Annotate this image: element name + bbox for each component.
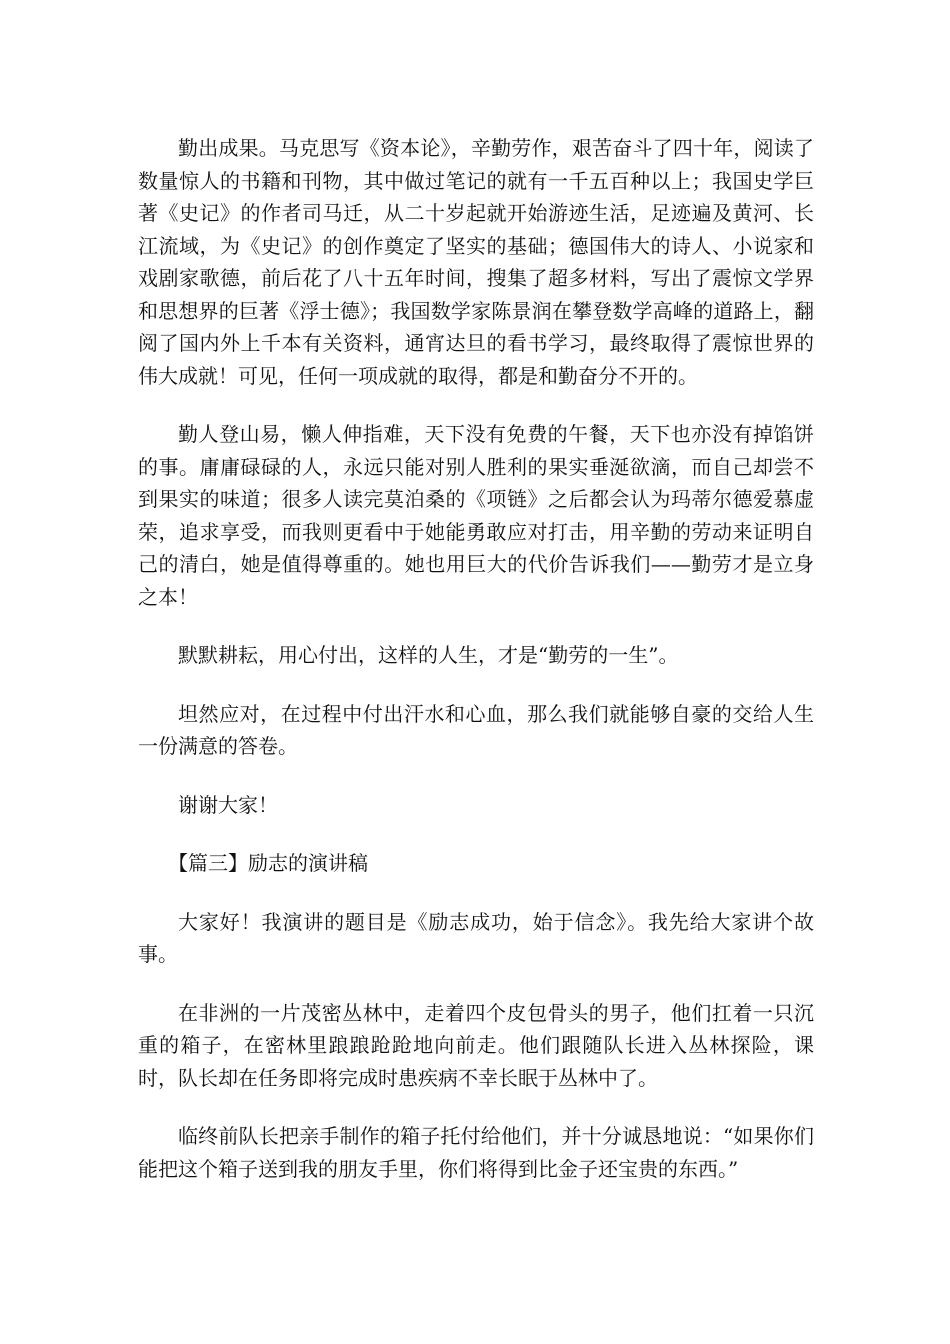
section-heading: 【篇三】励志的演讲稿 [168, 851, 368, 875]
document-body [138, 132, 814, 1211]
paragraph-quiet-toil: 默默耕耘，用心付出，这样的人生，才是“勤劳的一生”。 [178, 643, 679, 667]
paragraph-greeting: 大家好！我演讲的题目是《励志成功，始于信念》。我先给大家讲个故事。 [138, 909, 814, 966]
paragraph-captain-request: 临终前队长把亲手制作的箱子托付给他们，并十分诚恳地说：“如果你们能把这个箱子送到我的朋友手里，你们将得到比金子还宝贵的东西。” [138, 1124, 814, 1181]
paragraph-jungle-story: 在非洲的一片茂密丛林中，走着四个皮包骨头的男子，他们扛着一只沉重的箱子，在密林里踉踉跄跄地向前走。他们跟随队长进入丛林探险，课时，队长却在任务即将完成时患疾病不幸长眠于丛林中了。 [138, 1000, 814, 1090]
paragraph-thanks: 谢谢大家！ [178, 792, 278, 817]
paragraph-diligence-achievements: 勤出成果。马克思写《资本论》，辛勤劳作，艰苦奋斗了四十年，阅读了数量惊人的书籍和刊物，其中做过笔记的就有一千五百种以上；我国史学巨著《史记》的作者司马迁，从二十岁起就开始游迹生活，足迹遍及黄河、长江流域，为《史记》的创作奠定了坚实的基础；德国伟大的诗人、小说家和戏剧家歌德，前后花了八十五年时间，搜集了超多材料，写出了震惊文学界和思想界的巨著《浮士德》；我国数学家陈景润在攀登数学高峰的道路上，翻阅了国内外上千本有关资料，通宵达旦的看书学习，最终取得了震惊世界的伟大成就！可见，任何一项成就的取得，都是和勤奋分不开的。 [138, 136, 814, 388]
paragraph-diligent-climb: 勤人登山易，懒人伸指难，天下没有免费的午餐，天下也亦没有掉馅饼的事。庸庸碌碌的人，永远只能对别人胜利的果实垂涎欲滴，而自己却尝不到果实的味道；很多人读完莫泊桑的《项链》之后都会认为玛蒂尔德爱慕虚荣，追求享受，而我则更看中于她能勇敢应对打击，用辛勤的劳动来证明自己的清白，她是值得尊重的。她也用巨大的代价告诉我们——勤劳才是立身之本！ [138, 422, 814, 609]
paragraph-calm-response: 坦然应对，在过程中付出汗水和心血，那么我们就能够自豪的交给人生一份满意的答卷。 [138, 701, 814, 758]
